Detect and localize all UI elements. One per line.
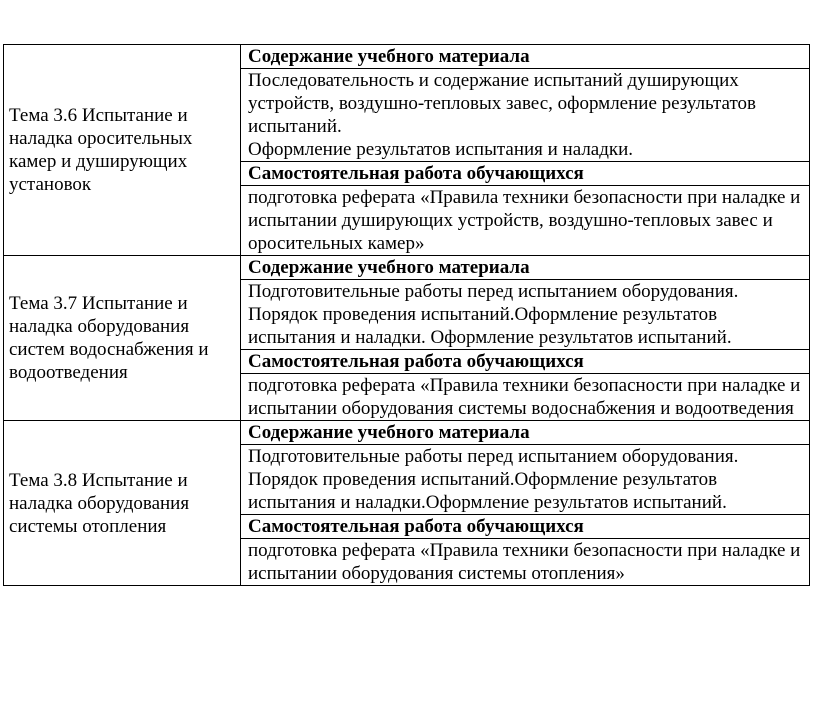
curriculum-table	[3, 44, 810, 586]
self-work-heading-cell	[241, 162, 810, 186]
content-cell	[241, 280, 810, 350]
self-work-cell	[241, 186, 810, 256]
self-work-heading: Самостоятельная работа обучающихся	[248, 516, 584, 537]
content-heading: Содержание учебного материала	[248, 46, 530, 67]
self-work-text: подготовка реферата «Правила техники безопасности при наладке и испытании душирующих устройств, воздушно-тепловых завес и оросительных камер»	[248, 187, 801, 254]
content-heading-cell	[241, 421, 810, 445]
content-heading: Содержание учебного материала	[248, 257, 530, 278]
self-work-heading: Самостоятельная работа обучающихся	[248, 163, 584, 184]
topic-row	[4, 256, 810, 280]
content-line: Подготовительные работы перед испытанием оборудования. Порядок проведения испытаний.Оформление результатов испытания и наладки.Оформление результатов испытаний.	[248, 446, 739, 513]
self-work-cell	[241, 374, 810, 421]
topic-title-cell	[4, 421, 241, 586]
self-work-heading-cell	[241, 350, 810, 374]
content-heading-cell	[241, 45, 810, 69]
content-heading: Содержание учебного материала	[248, 422, 530, 443]
self-work-text: подготовка реферата «Правила техники безопасности при наладке и испытании оборудования системы отопления»	[248, 540, 801, 584]
self-work-cell	[241, 539, 810, 586]
content-cell	[241, 445, 810, 515]
topic-title-cell	[4, 45, 241, 256]
content-cell	[241, 69, 810, 162]
content-line: Последовательность и содержание испытаний душирующих устройств, воздушно-тепловых завес, оформление результатов испытаний.	[248, 70, 756, 137]
topic-title-cell	[4, 256, 241, 421]
content-heading-cell	[241, 256, 810, 280]
content-line: Подготовительные работы перед испытанием оборудования. Порядок проведения испытаний.Оформление результатов испытания и наладки. Оформление результатов испытаний.	[248, 281, 739, 348]
topic-row	[4, 421, 810, 445]
topic-title: Тема 3.7 Испытание и наладка оборудования систем водоснабжения и водоотведения	[9, 293, 209, 383]
content-line: Оформление результатов испытания и наладки.	[248, 139, 634, 160]
self-work-heading: Самостоятельная работа обучающихся	[248, 351, 584, 372]
self-work-heading-cell	[241, 515, 810, 539]
topic-row	[4, 45, 810, 69]
topic-title: Тема 3.6 Испытание и наладка оросительных камер и душирующих установок	[9, 105, 193, 195]
self-work-text: подготовка реферата «Правила техники безопасности при наладке и испытании оборудования системы водоснабжения и водоотведения	[248, 375, 801, 419]
topic-title: Тема 3.8 Испытание и наладка оборудования системы отопления	[9, 469, 190, 537]
